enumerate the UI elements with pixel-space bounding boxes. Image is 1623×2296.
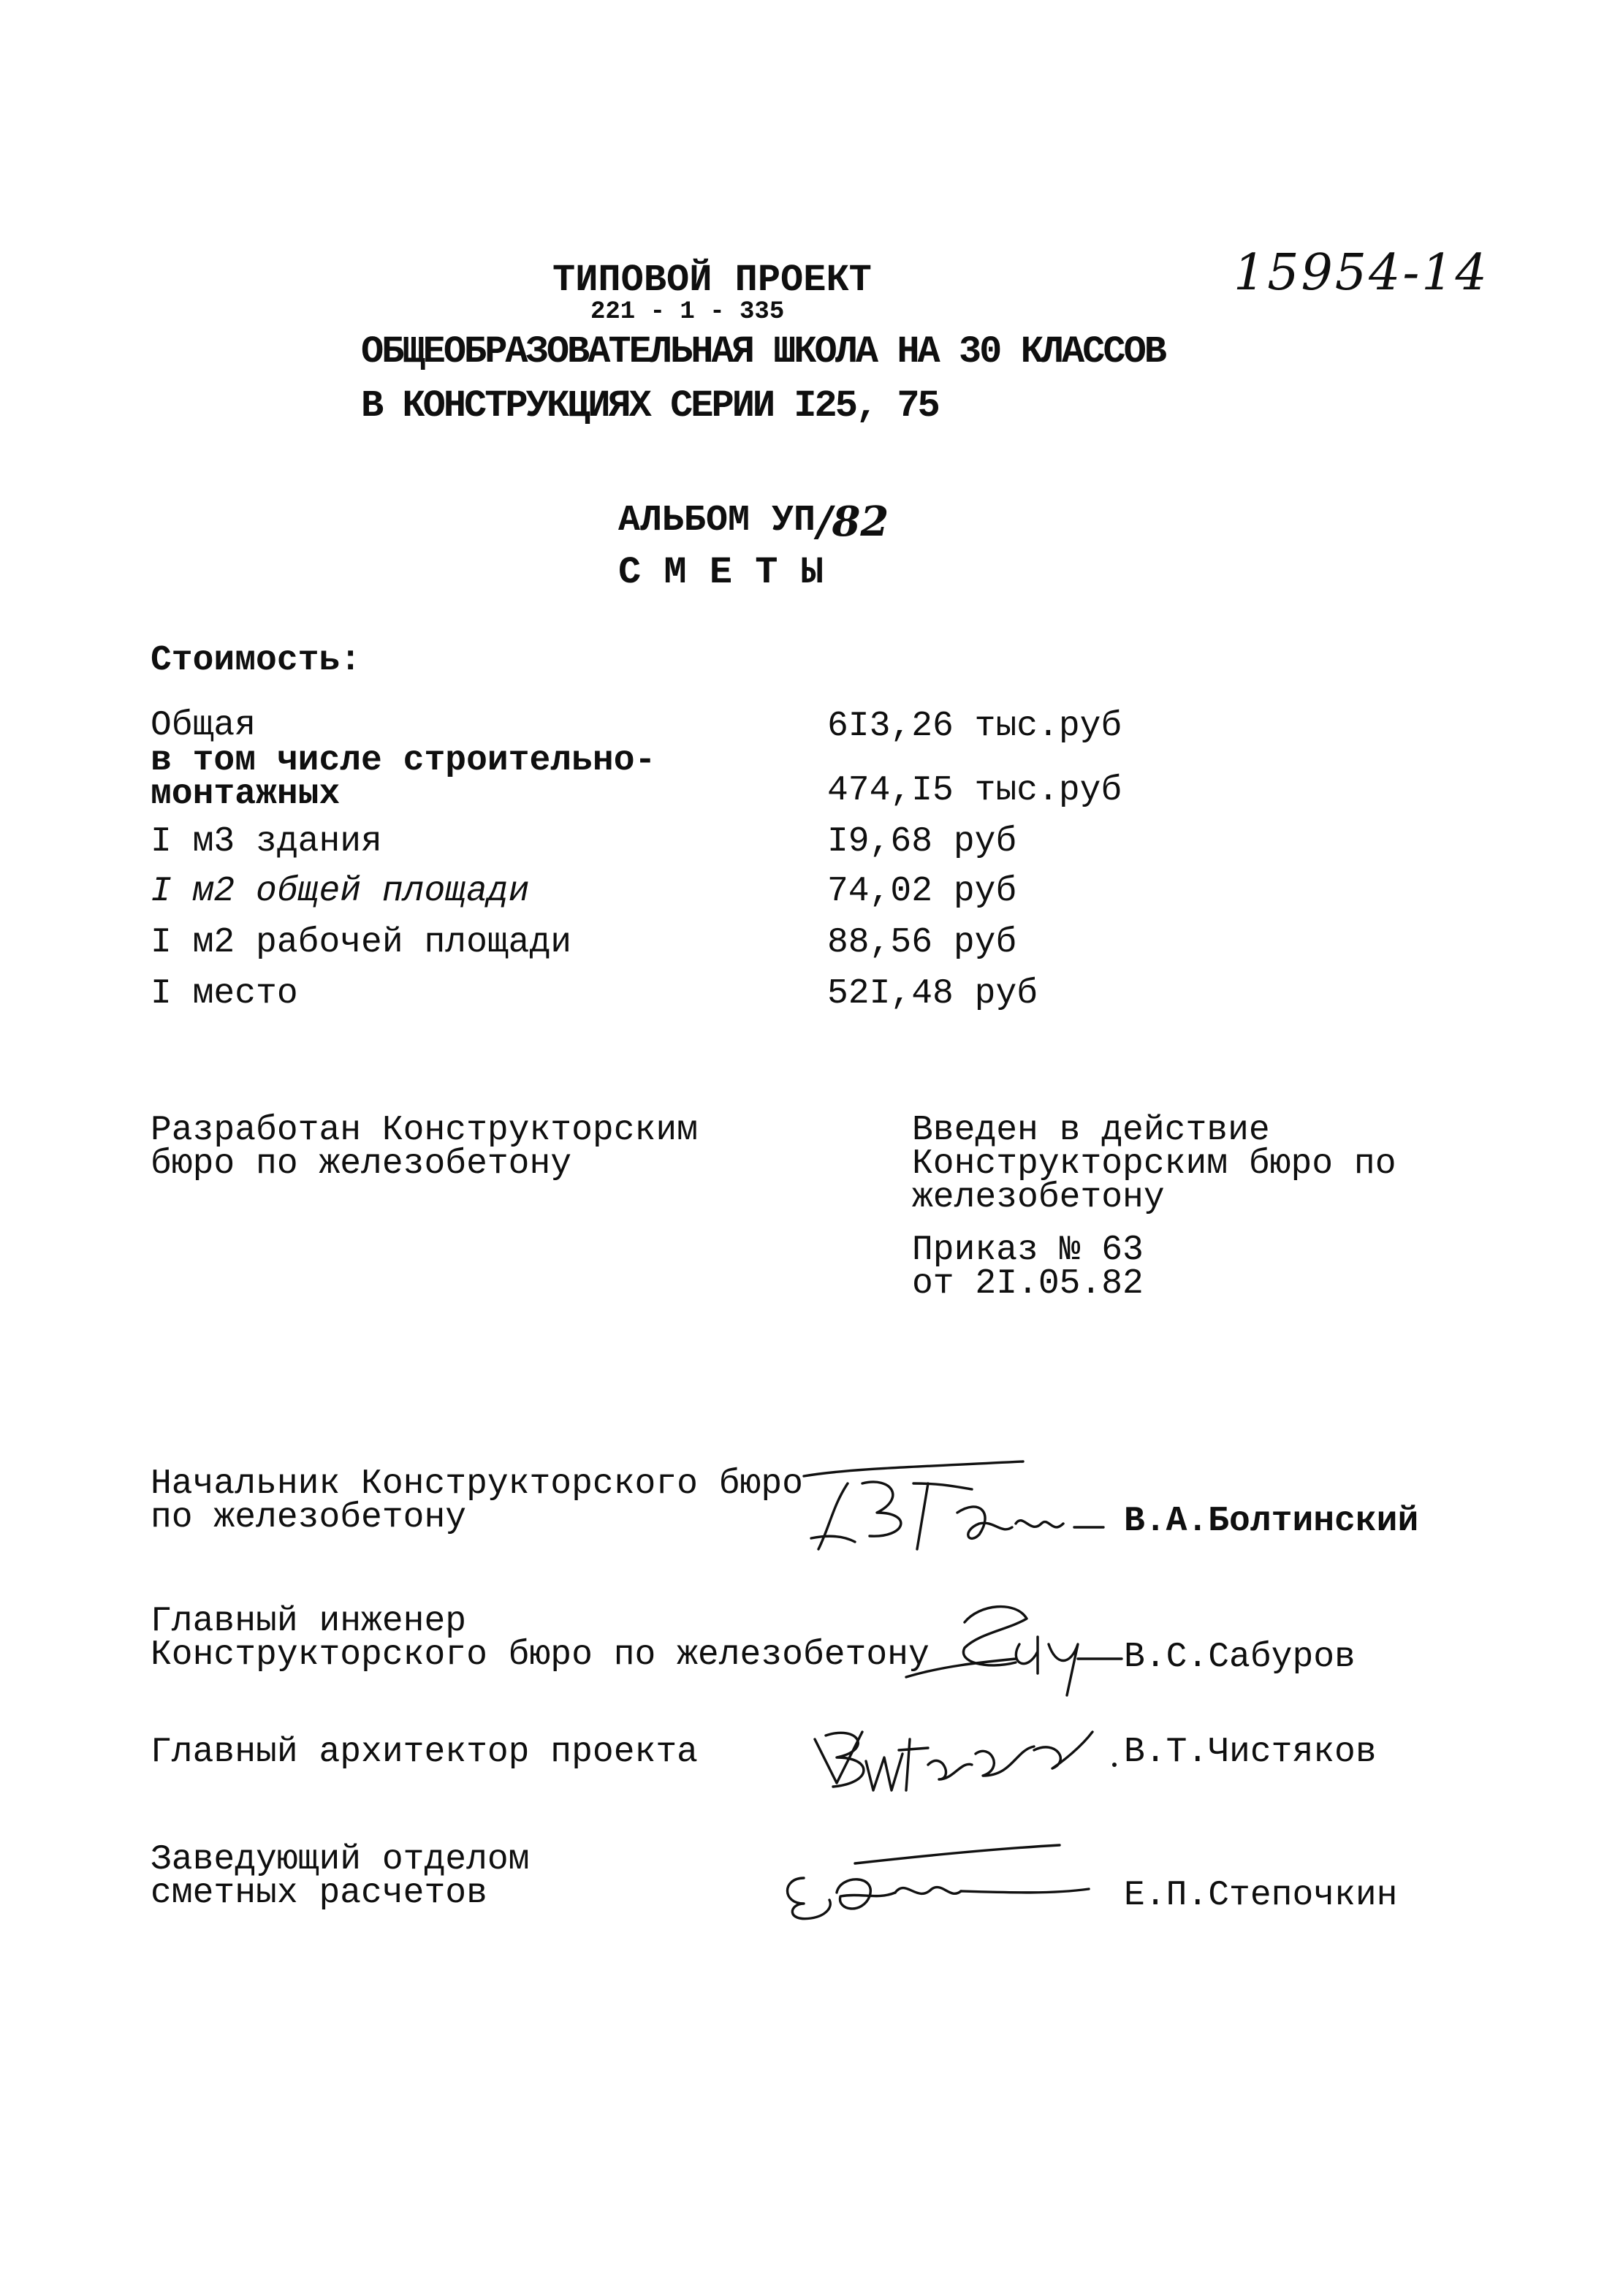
signatory-name: Е.П.Степочкин [1124,1876,1398,1915]
order-reference: Приказ № 63 от 2I.05.82 [912,1231,1144,1304]
album-subject: С М Е Т Ы [618,551,824,594]
cost-row-value: I9,68 руб [827,822,1017,862]
project-name: ОБЩЕОБРАЗОВАТЕЛЬНАЯ ШКОЛА НА 30 КЛАССОВ [361,330,1165,373]
developed-by: Разработан Конструкторским бюро по железобетону [151,1111,698,1184]
cost-row-value: 88,56 руб [827,923,1017,962]
document-number: 15954-14 [1234,244,1489,302]
signature-stepochkin [760,1834,1111,1929]
cost-row-label: Общая [151,706,256,745]
cost-row-value: 6I3,26 тыс.руб [827,707,1122,746]
project-type-title: ТИПОВОЙ ПРОЕКТ [552,259,872,302]
project-series: В КОНСТРУКЦИЯХ СЕРИИ I25, 75 [361,384,938,427]
cost-row-value: 52I,48 руб [827,974,1038,1014]
signatory-name: В.С.Сабуров [1124,1638,1356,1677]
signatory-position: Главный архитектор проекта [151,1733,698,1772]
album-label: АЛЬБОМ УП [618,500,816,541]
cost-row-label: в том числе строительно- монтажных [151,741,656,814]
signatory-name: В.А.Болтинский [1124,1502,1419,1541]
album-number-suffix: /82 [817,498,889,546]
signature-boltinsky [760,1454,1125,1564]
signatory-position: Заведующий отделом сметных расчетов [151,1840,530,1913]
signatory-position: Главный инженер Конструкторского бюро по железобетону [151,1602,930,1675]
cost-row-label: I м2 рабочей площади [151,923,572,962]
signatory-position: Начальник Конструкторского бюро по железобетону [151,1464,803,1537]
signature-chistyakov [793,1710,1129,1812]
cost-row-label: I м2 общей площади [151,872,530,911]
signature-saburov [899,1593,1133,1703]
project-code: 221 - 1 - 335 [590,298,785,326]
cost-heading: Стоимость: [151,641,362,680]
cost-row-value: 474,I5 тыс.руб [827,771,1122,810]
signatory-name: В.Т.Чистяков [1124,1733,1377,1772]
cost-row-label: I место [151,974,298,1014]
cost-row-label: I м3 здания [151,822,382,862]
cost-row-value: 74,02 руб [827,872,1017,911]
enacted-by: Введен в действие Конструкторским бюро по железобетону [912,1111,1396,1217]
